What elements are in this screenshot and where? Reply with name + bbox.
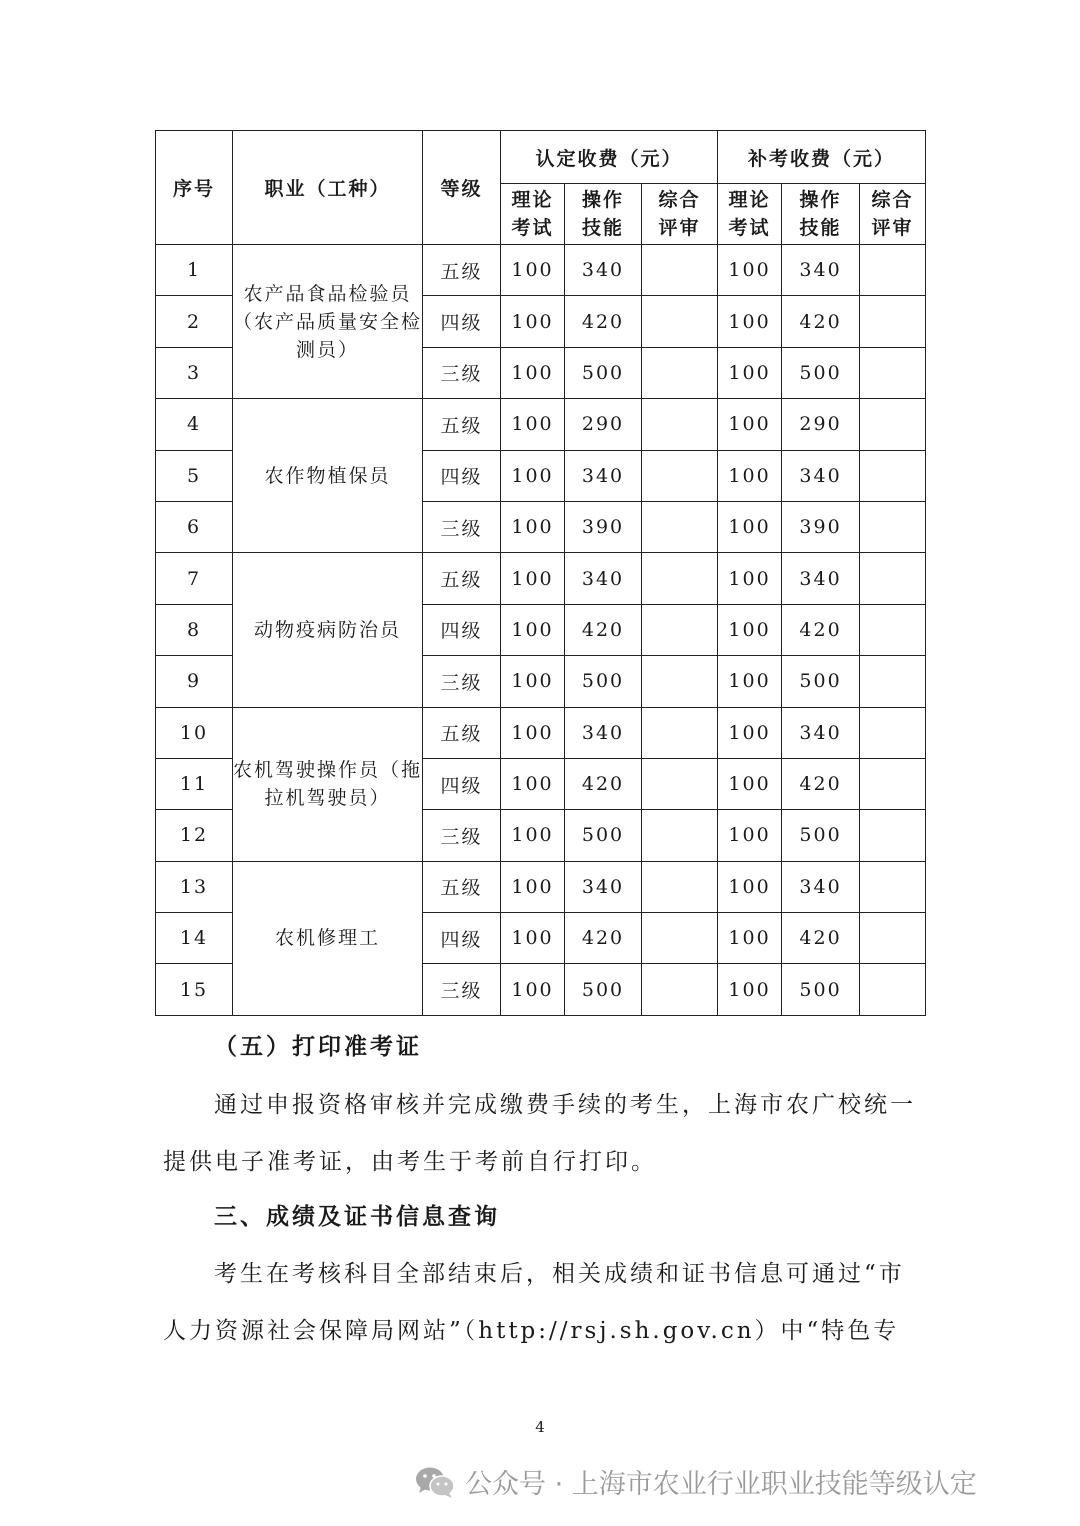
cell-retake-review [860, 604, 926, 655]
cell-retake-practice: 340 [782, 450, 860, 501]
cell-cert-review [642, 245, 718, 296]
cell-cert-review [642, 296, 718, 347]
cell-level: 三级 [423, 501, 501, 552]
cell-level: 三级 [423, 810, 501, 861]
cell-level: 五级 [423, 399, 501, 450]
cell-level: 四级 [423, 604, 501, 655]
cell-retake-theory: 100 [718, 758, 782, 809]
cell-cert-practice: 390 [565, 501, 642, 552]
header-cert-theory: 理论 考试 [501, 184, 565, 245]
cell-level: 五级 [423, 553, 501, 604]
cell-cert-review [642, 758, 718, 809]
cell-cert-theory: 100 [501, 810, 565, 861]
cell-level: 三级 [423, 347, 501, 398]
cell-seq: 13 [156, 861, 233, 912]
cell-seq: 4 [156, 399, 233, 450]
cell-seq: 2 [156, 296, 233, 347]
cell-retake-review [860, 296, 926, 347]
cell-cert-practice: 290 [565, 399, 642, 450]
header-level: 等级 [423, 131, 501, 245]
table-row [156, 707, 926, 758]
cell-cert-theory: 100 [501, 964, 565, 1015]
cell-cert-practice: 340 [565, 450, 642, 501]
table-row [156, 399, 926, 450]
cell-retake-practice: 390 [782, 501, 860, 552]
cell-retake-review [860, 861, 926, 912]
cell-cert-theory: 100 [501, 245, 565, 296]
cell-cert-theory: 100 [501, 399, 565, 450]
watermark [415, 1462, 977, 1501]
cell-retake-theory: 100 [718, 810, 782, 861]
section-heading-score-query: 三、成绩及证书信息查询 [214, 1203, 500, 1230]
table-row [156, 861, 926, 912]
paragraph-print-line2: 提供电子准考证，由考生于考前自行打印。 [163, 1149, 657, 1175]
cell-retake-theory: 100 [718, 296, 782, 347]
cell-retake-practice: 500 [782, 347, 860, 398]
cell-retake-review [860, 450, 926, 501]
cell-cert-practice: 340 [565, 861, 642, 912]
cell-retake-practice: 500 [782, 656, 860, 707]
header-cert-review: 综合 评审 [642, 184, 718, 245]
cell-retake-theory: 100 [718, 913, 782, 964]
cell-retake-theory: 100 [718, 399, 782, 450]
cell-cert-theory: 100 [501, 450, 565, 501]
cell-occupation: 农产品食品检验员（农产品质量安全检测员） [233, 245, 423, 399]
cell-seq: 3 [156, 347, 233, 398]
paragraph-query-line2: 人力资源社会保障局网站”（http://rsj.sh.gov.cn）中“特色专 [163, 1318, 900, 1344]
cell-retake-practice: 420 [782, 758, 860, 809]
cell-seq: 8 [156, 604, 233, 655]
cell-retake-theory: 100 [718, 553, 782, 604]
cell-seq: 5 [156, 450, 233, 501]
cell-cert-practice: 500 [565, 810, 642, 861]
fee-table [155, 130, 926, 1016]
cell-retake-review [860, 347, 926, 398]
watermark-text: 公众号 · 上海市农业行业职业技能等级认定 [465, 1469, 977, 1500]
cell-cert-review [642, 450, 718, 501]
cell-level: 三级 [423, 656, 501, 707]
cell-retake-review [860, 913, 926, 964]
cell-cert-theory: 100 [501, 913, 565, 964]
cell-retake-practice: 420 [782, 604, 860, 655]
table-row [156, 245, 926, 296]
cell-retake-theory: 100 [718, 861, 782, 912]
wechat-icon [415, 1465, 455, 1499]
cell-cert-theory: 100 [501, 501, 565, 552]
cell-cert-practice: 340 [565, 245, 642, 296]
section-heading-print-admission: （五）打印准考证 [214, 1033, 422, 1060]
cell-retake-review [860, 964, 926, 1015]
cell-cert-theory: 100 [501, 707, 565, 758]
cell-cert-review [642, 553, 718, 604]
cell-seq: 6 [156, 501, 233, 552]
cell-retake-review [860, 707, 926, 758]
cell-occupation: 农机修理工 [233, 861, 423, 1015]
cell-retake-practice: 500 [782, 964, 860, 1015]
cell-cert-theory: 100 [501, 604, 565, 655]
cell-cert-review [642, 501, 718, 552]
cell-cert-practice: 340 [565, 707, 642, 758]
page-number: 4 [535, 1418, 545, 1436]
cell-seq: 11 [156, 758, 233, 809]
cell-retake-theory: 100 [718, 604, 782, 655]
cell-cert-practice: 420 [565, 604, 642, 655]
cell-retake-practice: 500 [782, 810, 860, 861]
cell-cert-review [642, 399, 718, 450]
header-retake-review: 综合 评审 [860, 184, 926, 245]
cell-retake-theory: 100 [718, 245, 782, 296]
cell-retake-theory: 100 [718, 347, 782, 398]
cell-retake-theory: 100 [718, 707, 782, 758]
cell-retake-practice: 340 [782, 553, 860, 604]
cell-cert-practice: 420 [565, 758, 642, 809]
cell-level: 四级 [423, 758, 501, 809]
cell-retake-practice: 340 [782, 861, 860, 912]
cell-cert-theory: 100 [501, 656, 565, 707]
cell-cert-theory: 100 [501, 296, 565, 347]
cell-cert-review [642, 707, 718, 758]
cell-retake-theory: 100 [718, 501, 782, 552]
cell-retake-review [860, 758, 926, 809]
cell-seq: 7 [156, 553, 233, 604]
cell-cert-practice: 340 [565, 553, 642, 604]
cell-occupation: 农机驾驶操作员（拖拉机驾驶员） [233, 707, 423, 861]
cell-seq: 9 [156, 656, 233, 707]
cell-retake-practice: 340 [782, 707, 860, 758]
paragraph-print-line1: 通过申报资格审核并完成缴费手续的考生，上海市农广校统一 [214, 1092, 916, 1118]
header-occupation: 职业（工种） [233, 131, 423, 245]
cell-level: 五级 [423, 245, 501, 296]
cell-seq: 15 [156, 964, 233, 1015]
header-cert-practice: 操作 技能 [565, 184, 642, 245]
header-retake-theory: 理论 考试 [718, 184, 782, 245]
cell-retake-review [860, 553, 926, 604]
cell-retake-practice: 290 [782, 399, 860, 450]
cell-cert-practice: 500 [565, 964, 642, 1015]
cell-retake-review [860, 501, 926, 552]
cell-retake-review [860, 810, 926, 861]
cell-cert-review [642, 913, 718, 964]
table-row [156, 553, 926, 604]
cell-cert-theory: 100 [501, 553, 565, 604]
cell-retake-theory: 100 [718, 450, 782, 501]
cell-retake-theory: 100 [718, 964, 782, 1015]
cell-cert-practice: 500 [565, 347, 642, 398]
cell-cert-review [642, 347, 718, 398]
cell-cert-review [642, 810, 718, 861]
cell-level: 三级 [423, 964, 501, 1015]
cell-cert-theory: 100 [501, 758, 565, 809]
cell-occupation: 动物疫病防治员 [233, 553, 423, 707]
header-retake-fee: 补考收费（元） [718, 131, 926, 184]
cell-cert-practice: 420 [565, 296, 642, 347]
cell-cert-review [642, 604, 718, 655]
cell-level: 五级 [423, 861, 501, 912]
paragraph-query-line1: 考生在考核科目全部结束后，相关成绩和证书信息可通过“市 [214, 1261, 905, 1287]
cell-seq: 14 [156, 913, 233, 964]
cell-cert-review [642, 656, 718, 707]
cell-cert-practice: 420 [565, 913, 642, 964]
cell-cert-practice: 500 [565, 656, 642, 707]
cell-cert-review [642, 964, 718, 1015]
cell-retake-practice: 420 [782, 296, 860, 347]
header-retake-practice: 操作 技能 [782, 184, 860, 245]
cell-retake-theory: 100 [718, 656, 782, 707]
cell-retake-review [860, 399, 926, 450]
header-seq: 序号 [156, 131, 233, 245]
cell-retake-review [860, 245, 926, 296]
cell-seq: 1 [156, 245, 233, 296]
cell-level: 四级 [423, 450, 501, 501]
cell-retake-review [860, 656, 926, 707]
cell-cert-theory: 100 [501, 861, 565, 912]
cell-level: 五级 [423, 707, 501, 758]
cell-cert-theory: 100 [501, 347, 565, 398]
cell-level: 四级 [423, 913, 501, 964]
cell-seq: 12 [156, 810, 233, 861]
cell-occupation: 农作物植保员 [233, 399, 423, 553]
cell-cert-review [642, 861, 718, 912]
cell-retake-practice: 340 [782, 245, 860, 296]
cell-level: 四级 [423, 296, 501, 347]
header-cert-fee: 认定收费（元） [501, 131, 718, 184]
cell-retake-practice: 420 [782, 913, 860, 964]
cell-seq: 10 [156, 707, 233, 758]
